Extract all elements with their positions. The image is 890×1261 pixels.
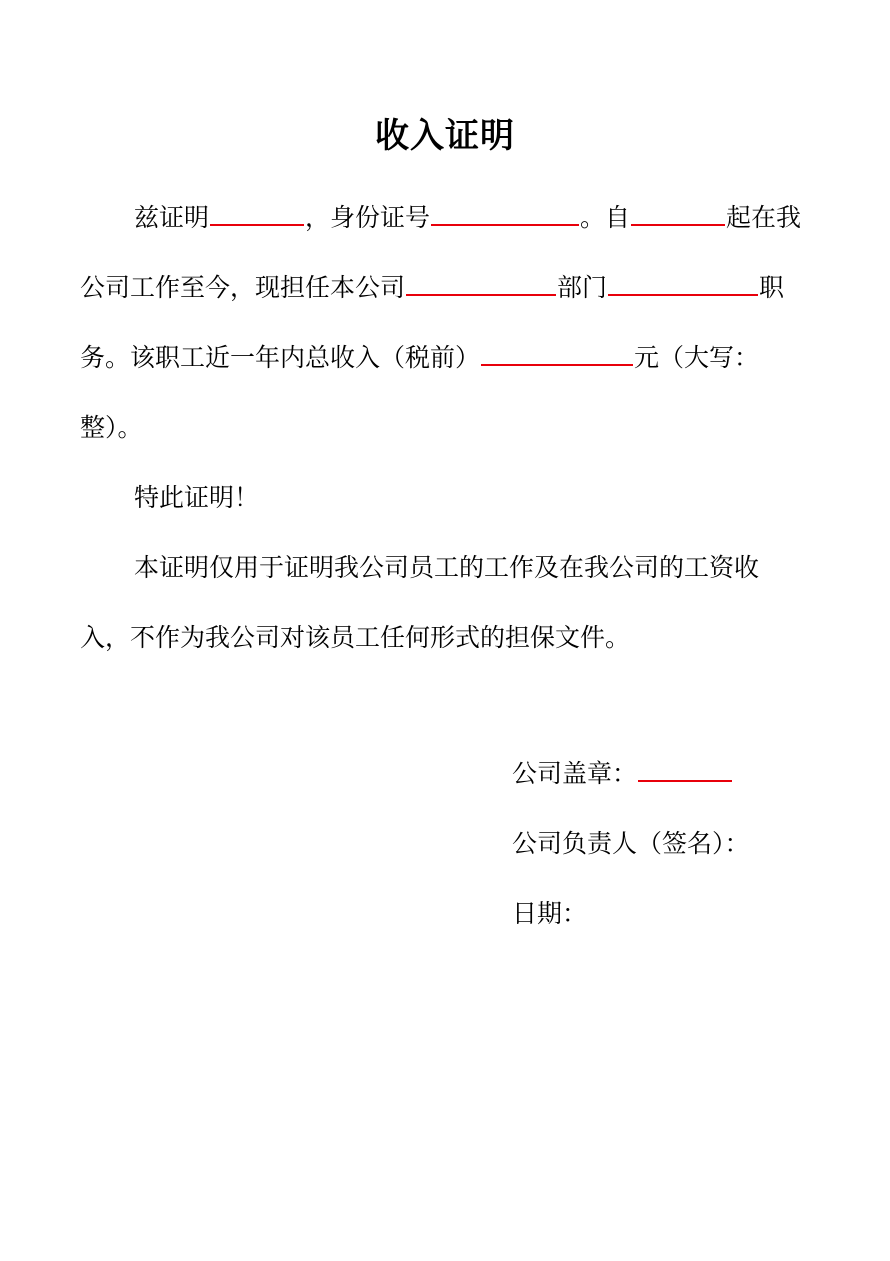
text-segment: 。自 [580, 203, 631, 232]
paragraph-line-4 [80, 410, 143, 446]
certification-statement: 特此证明！ [134, 483, 260, 512]
disclaimer-line-2: 入，不作为我公司对该员工任何形式的担保文件。 [80, 623, 631, 652]
paragraph-line-3 [80, 340, 759, 376]
company-manager-label: 公司负责人（签名）： [512, 829, 750, 858]
income-amount-blank [481, 342, 633, 366]
paragraph-line-1 [134, 200, 801, 236]
company-stamp-line [512, 756, 733, 792]
disclaimer-line-1: 本证明仅用于证明我公司员工的工作及在我公司的工资收 [134, 553, 760, 582]
company-manager-line [512, 826, 750, 862]
start-date-blank [631, 202, 725, 226]
id-number-blank [431, 202, 579, 226]
date-line [512, 896, 587, 932]
date-label: 日期： [512, 899, 588, 928]
position-blank [608, 272, 758, 296]
text-segment: 元（大写： [634, 343, 760, 372]
text-segment: ，身份证号 [305, 203, 431, 232]
paragraph-line-2 [80, 270, 784, 306]
text-segment: 起在我 [726, 203, 802, 232]
text-segment: 整）。 [80, 413, 143, 442]
company-stamp-label: 公司盖章： [512, 759, 638, 788]
name-blank [210, 202, 304, 226]
text-segment: 职 [759, 273, 785, 302]
department-blank [406, 272, 556, 296]
text-segment: 兹证明 [134, 203, 210, 232]
company-stamp-blank [638, 758, 732, 782]
document-title: 收入证明 [375, 116, 515, 156]
text-segment: 务。该职工近一年内总收入（税前） [80, 343, 481, 372]
text-segment: 公司工作至今，现担任本公司 [80, 273, 406, 302]
text-segment: 部门 [557, 273, 608, 302]
